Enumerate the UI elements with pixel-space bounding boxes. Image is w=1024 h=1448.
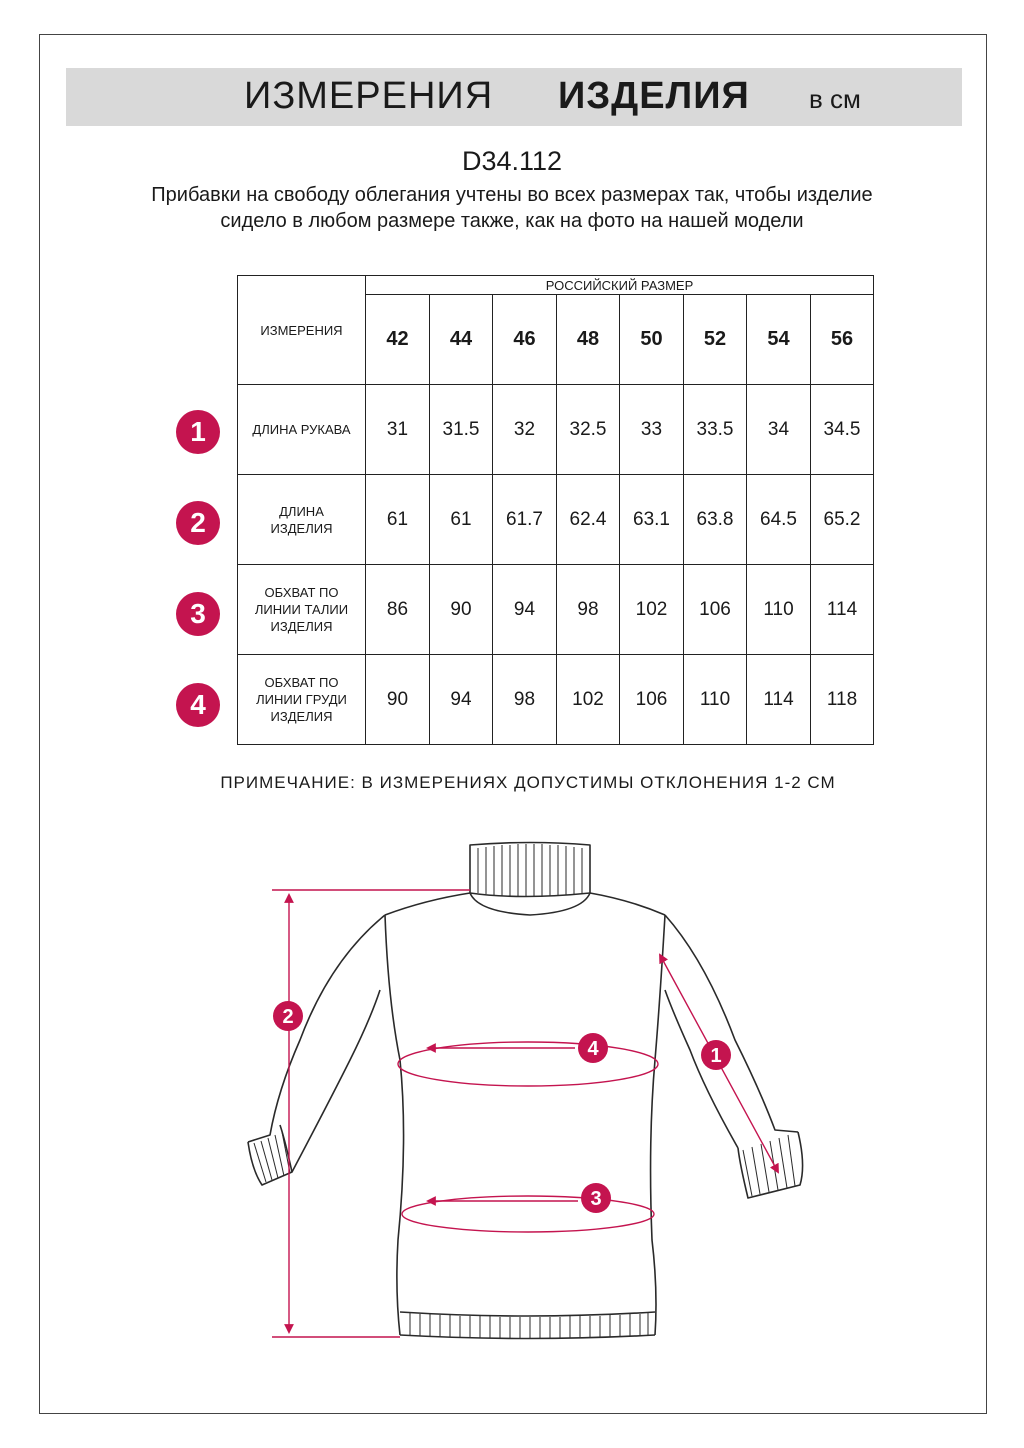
size-header: 42: [366, 295, 430, 385]
chest-measure: [398, 1042, 658, 1086]
size-header: 54: [747, 295, 811, 385]
table-cell: 63.8: [684, 475, 747, 565]
row-label: ОБХВАТ ПО ЛИНИИ ТАЛИИ ИЗДЕЛИЯ: [238, 565, 366, 655]
table-cell: 64.5: [747, 475, 811, 565]
table-cell: 94: [430, 655, 493, 745]
table-cell: 63.1: [620, 475, 684, 565]
hem-ribbing: [410, 1313, 648, 1339]
size-header: 44: [430, 295, 493, 385]
table-cell: 114: [811, 565, 874, 655]
table-cell: 34.5: [811, 385, 874, 475]
marker-number: 1: [710, 1045, 722, 1067]
table-cell: 31.5: [430, 385, 493, 475]
row-number-badge: 2: [176, 501, 220, 545]
size-header: 56: [811, 295, 874, 385]
title-measurements: ИЗМЕРЕНИЯ: [244, 75, 494, 117]
tolerance-note: ПРИМЕЧАНИЕ: В ИЗМЕРЕНИЯХ ДОПУСТИМЫ ОТКЛОНЕНИЯ 1-2 СМ: [220, 773, 836, 792]
row-label: ДЛИНА РУКАВА: [238, 385, 366, 475]
marker-number: 3: [590, 1188, 602, 1210]
diagram-marker-3: [581, 1183, 611, 1213]
table-cell: 32: [493, 385, 557, 475]
table-cell: 90: [366, 655, 430, 745]
size-header: 46: [493, 295, 557, 385]
table-cell: 34: [747, 385, 811, 475]
row-number-badge: 3: [176, 592, 220, 636]
table-cell: 106: [620, 655, 684, 745]
row-label: ОБХВАТ ПО ЛИНИИ ГРУДИ ИЗДЕЛИЯ: [238, 655, 366, 745]
table-cell: 33.5: [684, 385, 747, 475]
length-measure: [272, 890, 470, 1337]
table-cell: 65.2: [811, 475, 874, 565]
model-code: D34.112: [461, 146, 563, 176]
table-cell: 110: [684, 655, 747, 745]
table-cell: 61.7: [493, 475, 557, 565]
table-cell: 31: [366, 385, 430, 475]
marker-number: 2: [282, 1006, 294, 1028]
table-cell: 33: [620, 385, 684, 475]
diagram-marker-4: [578, 1033, 608, 1063]
waist-measure: [402, 1196, 654, 1232]
row-label: ДЛИНА ИЗДЕЛИЯ: [238, 475, 366, 565]
table-cell: 110: [747, 565, 811, 655]
size-header: 50: [620, 295, 684, 385]
row-number-badge: 1: [176, 410, 220, 454]
diagram-marker-1: [701, 1040, 731, 1070]
table-cell: 90: [430, 565, 493, 655]
title-unit: в см: [809, 84, 861, 114]
table-cell: 94: [493, 565, 557, 655]
table-cell: 114: [747, 655, 811, 745]
table-cell: 62.4: [557, 475, 620, 565]
table-cell: 61: [366, 475, 430, 565]
title-product: ИЗДЕЛИЯ: [558, 75, 750, 117]
table-cell: 98: [557, 565, 620, 655]
measurement-column-header: ИЗМЕРЕНИЯ: [238, 276, 366, 385]
marker-number: 4: [587, 1038, 599, 1060]
table-cell: 106: [684, 565, 747, 655]
table-cell: 102: [557, 655, 620, 745]
table-cell: 118: [811, 655, 874, 745]
russian-size-header: РОССИЙСКИЙ РАЗМЕР: [366, 276, 874, 295]
fit-description: Прибавки на свободу облегания учтены во всех размерах так, чтобы изделие сидело в любом размере также, как на фото на нашей модели: [151, 184, 873, 232]
row-number-badge: 4: [176, 683, 220, 727]
table-cell: 61: [430, 475, 493, 565]
sweater-outline: [248, 843, 803, 1339]
cuff-ribbing: [254, 1132, 795, 1196]
size-header: 52: [684, 295, 747, 385]
table-cell: 98: [493, 655, 557, 745]
table-cell: 102: [620, 565, 684, 655]
size-header: 48: [557, 295, 620, 385]
table-cell: 86: [366, 565, 430, 655]
diagram-marker-2: [273, 1001, 303, 1031]
table-cell: 32.5: [557, 385, 620, 475]
